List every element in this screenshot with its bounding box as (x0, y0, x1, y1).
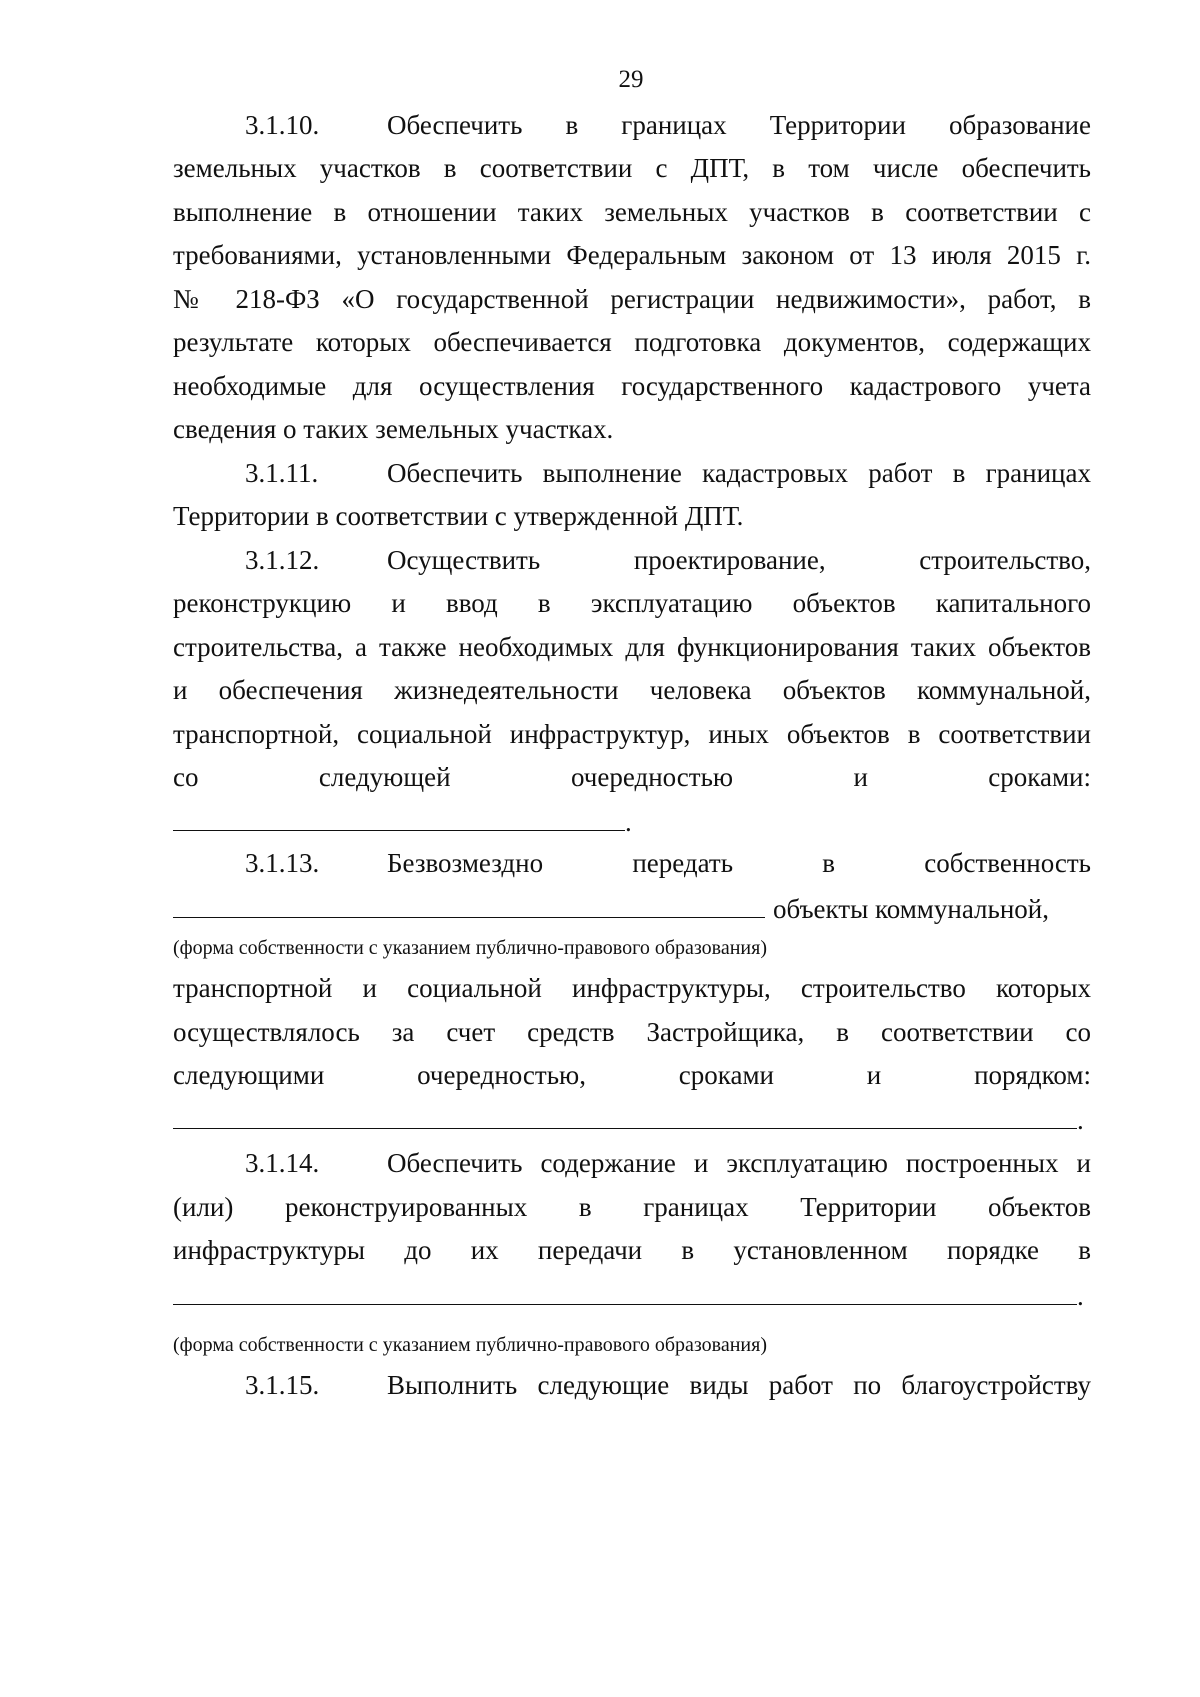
text-line (245, 108, 1091, 142)
text-line: строительства, а также необходимых для функционирования таких объектов (173, 632, 1091, 662)
form-note: (форма собственности с указанием публично-правового образования) (173, 937, 767, 959)
text-line: Территории в соответствии с утвержденной ДПТ. (173, 501, 744, 531)
text-line-content: Обеспечить в границах Территории образование (387, 110, 1091, 140)
blank-underline (173, 889, 765, 918)
text-line-content: Выполнить следующие виды работ по благоустройству (387, 1370, 1091, 1400)
clause-number: 3.1.13. (245, 848, 320, 878)
text-line: транспортной, социальной инфраструктур, иных объектов в соответствии (173, 719, 1091, 749)
text-line-content: Осуществить проектирование, строительство, (387, 545, 1091, 575)
clause-number: 3.1.12. (245, 545, 320, 575)
text-line: реконструкцию и ввод в эксплуатацию объектов капитального (173, 588, 1091, 618)
text-line: (или) реконструированных в границах Территории объектов (173, 1192, 1091, 1222)
text-line: транспортной и социальной инфраструктуры, строительство которых (173, 973, 1091, 1003)
text-line-content: Обеспечить содержание и эксплуатацию построенных и (387, 1148, 1091, 1178)
text-line (245, 543, 1091, 577)
clause-number: 3.1.14. (245, 1148, 320, 1178)
blank-underline (173, 1276, 1077, 1305)
text-line (245, 1368, 1091, 1402)
text-line: сведения о таких земельных участках. (173, 414, 614, 444)
text-line: выполнение в отношении таких земельных участков в соответствии с (173, 197, 1091, 227)
text-line: земельных участков в соответствии с ДПТ, в том числе обеспечить (173, 153, 1091, 183)
fill-in-line (173, 1276, 1084, 1313)
blank-underline (173, 1100, 1077, 1129)
blank-underline (173, 802, 625, 831)
fill-in-line (173, 1100, 1084, 1137)
text-line: осуществлялось за счет средств Застройщика, в соответствии со (173, 1017, 1091, 1047)
text-line: со следующей очередностью и сроками: (173, 762, 1091, 792)
fill-in-line (173, 802, 632, 839)
form-note: (форма собственности с указанием публично-правового образования) (173, 1334, 767, 1356)
text-line: № 218-ФЗ «О государственной регистрации недвижимости», работ, в (173, 284, 1091, 314)
text-line: необходимые для осуществления государственного кадастрового учета (173, 371, 1091, 401)
text-line (245, 456, 1091, 490)
text-line: инфраструктуры до их передачи в установленном порядке в (173, 1235, 1091, 1265)
clause-number: 3.1.10. (245, 110, 320, 140)
blank-end-mark: . (1077, 1105, 1084, 1135)
text-line: результате которых обеспечивается подготовка документов, содержащих (173, 327, 1091, 357)
clause-number: 3.1.15. (245, 1370, 320, 1400)
blank-end-mark: . (1077, 1281, 1084, 1311)
text-line: требованиями, установленными Федеральным законом от 13 июля 2015 г. (173, 240, 1091, 270)
text-line (245, 846, 1091, 880)
text-line-content: объекты коммунальной, (773, 894, 1049, 924)
text-line-content: Безвозмездно передать в собственность (387, 848, 1091, 878)
text-line-content: Обеспечить выполнение кадастровых работ в границах (387, 458, 1091, 488)
page-number: 29 (618, 66, 644, 93)
fill-in-line (173, 889, 1049, 926)
text-line: и обеспечения жизнедеятельности человека объектов коммунальной, (173, 675, 1091, 705)
clause-number: 3.1.11. (245, 458, 319, 488)
text-line (245, 1146, 1091, 1180)
text-line: следующими очередностью, сроками и порядком: (173, 1060, 1091, 1090)
blank-end-mark: . (625, 807, 632, 837)
